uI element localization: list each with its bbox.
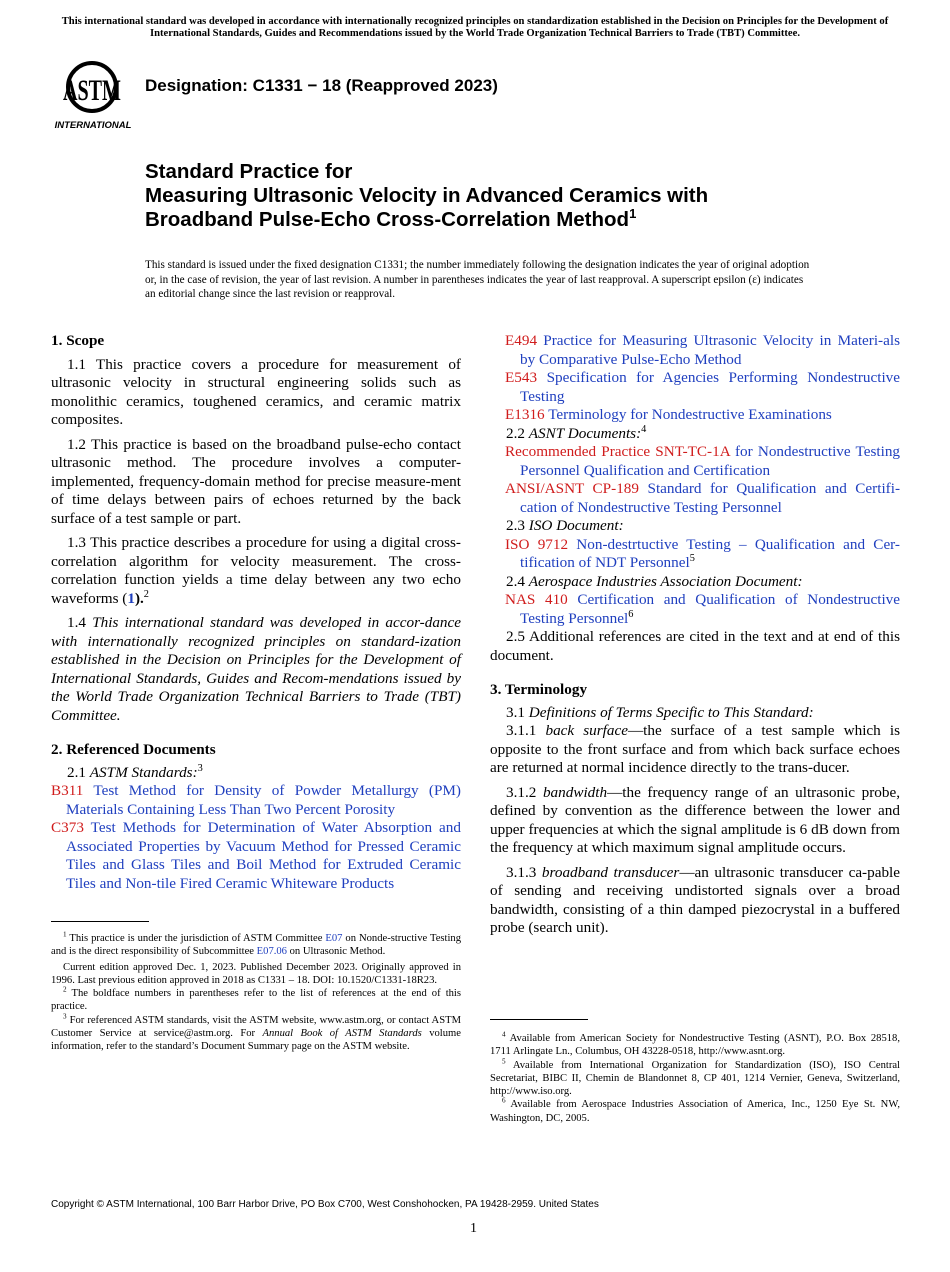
footnotes-right: [490, 1019, 900, 1125]
title-line-2: Measuring Ultrasonic Velocity in Advanced Ceramics with: [145, 184, 709, 207]
section-heading-terminology: 3. Terminology: [490, 681, 588, 698]
footnotes-left: [51, 932, 461, 1054]
left-column: [51, 332, 461, 1054]
astm-standards-label: 2.1 ASTM Standards:$^3$: [67, 762, 203, 781]
issuance-note: This standard is issued under the fixed designation C1331; the number immediately following the designation indicates the year of original adoption or, in the case of revision, the year of last revision. A number in parentheses indicates the year of last reapproval. A superscript epsilon (ε) indicates an editorial change since the last revision or reapproval.: [145, 259, 810, 300]
page-number: 1: [470, 1221, 477, 1236]
reference-e543[interactable]: E543 Specification for Agencies Performing Nondestructive Testing: [505, 369, 901, 405]
section-heading-referenced-documents: 2. Referenced Documents: [51, 741, 216, 758]
document-title: [145, 160, 865, 232]
reference-iso-9712[interactable]: ISO 9712 Non-destrtuctive Testing – Qualification and Cer-tification of NDT Personnel$^5$: [505, 535, 900, 571]
reference-nas-410[interactable]: NAS 410 Certification and Qualification of Nondestructive Testing Personnel$^6$: [505, 591, 901, 627]
paragraph-1-1: 1.1 This practice covers a procedure for measurement of ultrasonic velocity in structural engineering solids such as monolithic ceramics, toughened ceramics, and ceramic matrix composites.: [51, 355, 461, 428]
adoption-notice: This international standard was developed in accordance with internationally recognized principles on standardization established in the Decision on Principles for the Development of International Standards, Guides and Recommendations issued by the World Trade Organization Technical Barriers to Trade (TBT) Committee.: [61, 16, 889, 39]
aia-document-label: 2.4 Aerospace Industries Association Document:: [506, 572, 803, 590]
logo-letters: ASTM: [63, 74, 121, 107]
definition-broadband-transducer: 3.1.3 broadband transducer—an ultrasonic transducer ca-pable of sending and receiving undistorted signals over a broad bandwidth, consisting of a thin damped piezocrystal in a buffered probe (search unit).: [490, 863, 901, 936]
footnote-6: $^6$ Available from Aerospace Industries Association of America, Inc., 1250 Eye St. NW, Washington, DC, 2005.: [490, 1096, 900, 1124]
footnote-current-edition: Current edition approved Dec. 1, 2023. Published December 2023. Originally approved in 1996. Last previous edition approved in 2018 as C1331 – 18. DOI: 10.1520/C1331-18R23.: [51, 961, 461, 986]
reference-snt-tc-1a[interactable]: Recommended Practice SNT-TC-1A for Nondestructive Testing Personnel Qualification and Certification: [505, 443, 901, 479]
astm-logo: [52, 56, 136, 132]
reference-c373[interactable]: C373 Test Methods for Determination of Water Absorption and Associated Properties by Vacuum Method for Pressed Ceramic Tiles and Glass Tiles and Boil Method for Extruded Ceramic Tiles and Non-tile Fired Ceramic Whiteware Products: [51, 819, 461, 892]
footnote-4: $^4$ Available from American Society for Nondestructive Testing (ASNT), P.O. Box 28518, 1711 Arlingate Ln., Columbus, OH 43228-0518, http://www.asnt.org.: [490, 1030, 900, 1058]
footnote-divider: [51, 921, 149, 922]
right-column: [490, 332, 900, 938]
footnote-1: $^1$ This practice is under the jurisdiction of ASTM Committee E07 on Nonde-structive Testing and is the direct responsibility of Subcommittee E07.06 on Ultrasonic Method.: [51, 930, 462, 958]
logo-wordmark: INTERNATIONAL: [54, 120, 132, 131]
paragraph-3-1: 3.1 Definitions of Terms Specific to This Standard:: [506, 703, 814, 721]
definition-back-surface: 3.1.1 back surface—the surface of a test sample which is opposite to the front surface and from which back surface echoes are returned at normal incidence directly to the trans-ducer.: [490, 722, 900, 776]
footnote-3: $^3$ For referenced ASTM standards, visit the ASTM website, www.astm.org, or contact ASTM Customer Service at service@astm.org. For Annual Book of ASTM Standards volume information, refer to the standard’s Document Summary page on the ASTM website.: [51, 1012, 461, 1053]
iso-document-label: 2.3 ISO Document:: [506, 517, 624, 534]
paragraph-2-5: 2.5 Additional references are cited in the text and at end of this document.: [490, 628, 900, 664]
reference-e494[interactable]: E494 Practice for Measuring Ultrasonic Velocity in Materi-als by Comparative Pulse-Echo Method: [505, 332, 900, 368]
reference-cp-189[interactable]: ANSI/ASNT CP-189 Standard for Qualification and Certifi-cation of Nondestructive Testing Personnel: [505, 480, 900, 516]
footnote-5: $^5$ Available from International Organization for Standardization (ISO), ISO Central Secretariat, BIBC II, Chemin de Blandonnet 8, CP 401, 1214 Vernier, Geneva, Switzerland, http://www.iso.org.: [490, 1057, 900, 1098]
section-heading-scope: 1. Scope: [51, 332, 105, 349]
definition-bandwidth: 3.1.2 bandwidth—the frequency range of an ultrasonic probe, defined by convention as the difference between the lower and upper frequencies at which the signal amplitude is 6 dB down from the frequency at which maximum signal amplitude occurs.: [490, 783, 900, 856]
paragraph-1-4: 1.4 This international standard was developed in accor-dance with internationally recognized principles on standard-ization established in the Decision on Principles for the Development of International Standards, Guides and Recom-mendations issued by the World Trade Organization Technical Barriers to Trade (TBT) Committee.: [51, 614, 462, 724]
paragraph-1-2: 1.2 This practice is based on the broadband pulse-echo contact ultrasonic method. The procedure involves a computer-implemented, frequency-domain method for precise measure-ment of time delays between pairs of echoes returned by the back surface of a test sample or part.: [51, 435, 461, 527]
reference-b311[interactable]: B311 Test Method for Density of Powder Metallurgy (PM) Materials Containing Less Than Two Percent Porosity: [51, 782, 461, 818]
copyright-footer: Copyright © ASTM International, 100 Barr Harbor Drive, PO Box C700, West Conshohocken, PA 19428-2959. United States: [51, 1199, 599, 1210]
title-line-3: Broadband Pulse-Echo Cross-Correlation Method$^1$: [145, 206, 637, 231]
reference-e1316[interactable]: E1316 Terminology for Nondestructive Examinations: [505, 406, 832, 423]
asnt-documents-label: 2.2 ASNT Documents:$^4$: [506, 423, 647, 442]
reference-link-1[interactable]: 1: [127, 589, 135, 607]
footnote-divider-right: [490, 1019, 588, 1020]
designation: Designation: C1331 − 18 (Reapproved 2023): [145, 76, 498, 95]
title-line-1: Standard Practice for: [145, 160, 353, 183]
footnote-2: $^2$ The boldface numbers in parentheses refer to the list of references at the end of this practice.: [51, 985, 461, 1013]
committee-e07-link[interactable]: E07: [325, 933, 343, 944]
paragraph-1-3: 1.3 This practice describes a procedure for using a digital cross-correlation algorithm for velocity measurement. The cross-correlation function yields a time delay between any two echo waveforms (1).$^2$: [51, 534, 461, 607]
subcommittee-e0706-link[interactable]: E07.06: [256, 946, 287, 958]
title-footnote-mark: 1: [629, 206, 637, 222]
